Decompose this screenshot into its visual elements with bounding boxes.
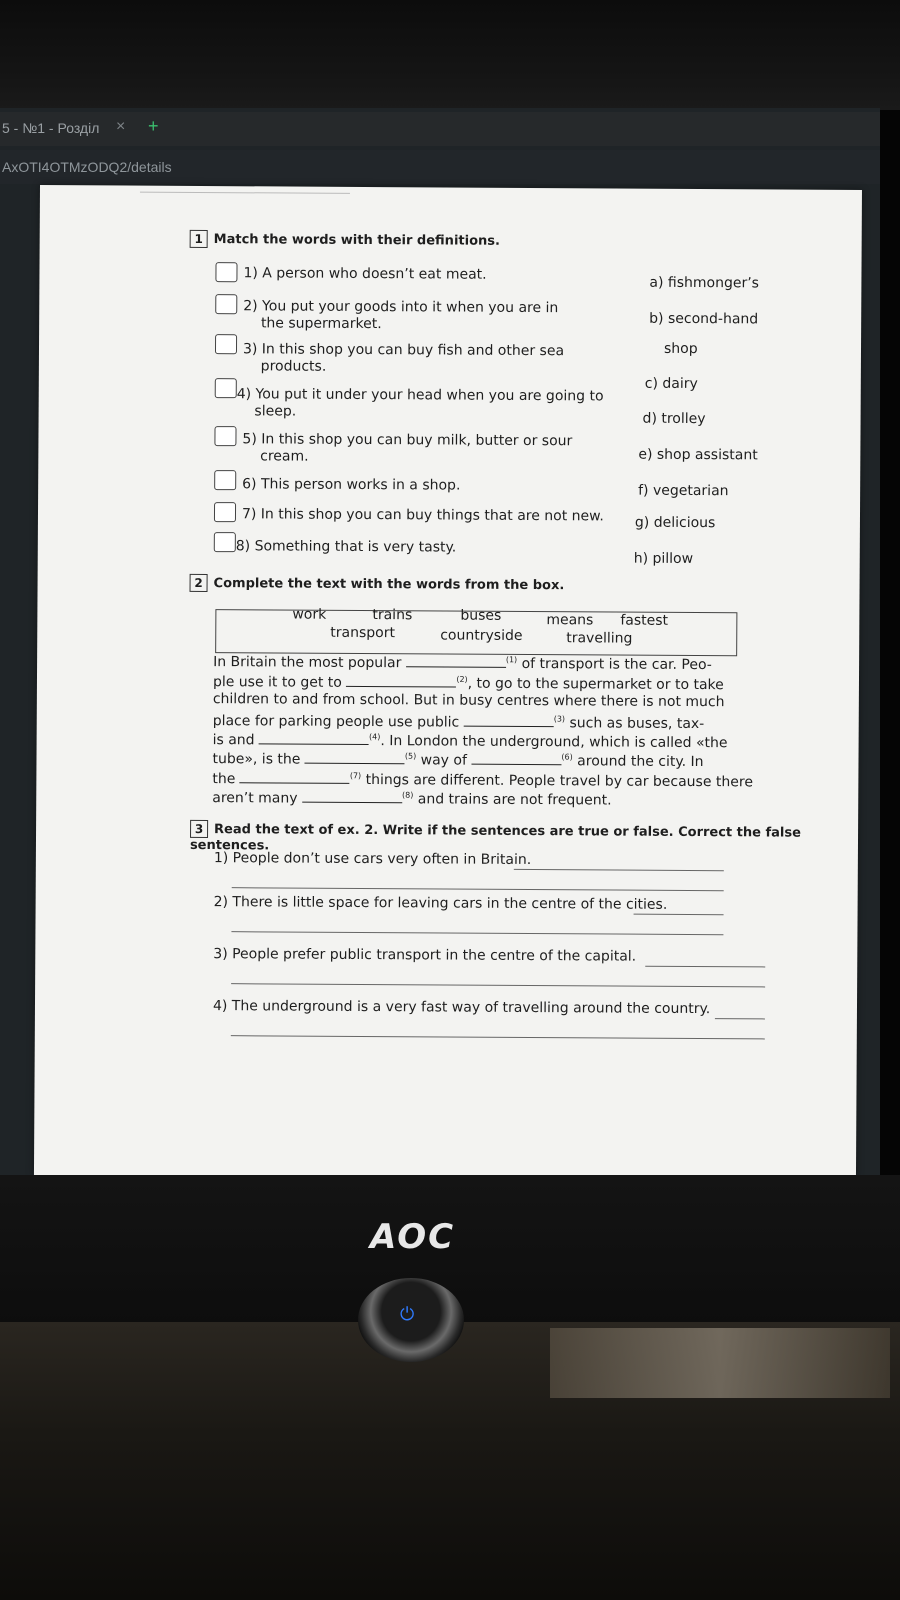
question-1: 1) People don’t use cars very often in Britain. [213, 850, 532, 869]
gap-1[interactable] [406, 653, 506, 668]
gap-4[interactable] [259, 730, 369, 745]
option-e: e) shop assistant [638, 446, 758, 464]
definition-4: 4) You put it under your head when you are going to sleep. [236, 386, 604, 420]
match-checkbox[interactable] [214, 426, 236, 446]
box-word: travelling [566, 630, 633, 647]
option-a: a) fishmonger’s [649, 274, 760, 292]
match-checkbox[interactable] [215, 294, 237, 314]
match-checkbox[interactable] [215, 262, 237, 282]
ex1-number: 1 [190, 230, 208, 248]
answer-line[interactable] [231, 1034, 765, 1039]
answer-line[interactable] [634, 913, 724, 916]
box-word: countryside [440, 627, 523, 644]
option-f: f) vegetarian [638, 482, 729, 500]
definition-6: 6) This person works in a shop. [242, 476, 461, 494]
box-word: fastest [620, 612, 669, 629]
option-d: d) trolley [642, 410, 706, 428]
ex2-title [190, 574, 565, 594]
ex3-number: 3 [190, 820, 208, 838]
question-3: 3) People prefer public transport in the centre of the capital. [213, 946, 637, 965]
desk-object [550, 1328, 890, 1398]
definition-5: 5) In this shop you can buy milk, butter or sour cream. [242, 431, 573, 465]
definition-3: 3) In this shop you can buy fish and other sea products. [242, 341, 565, 375]
box-word: trains [372, 607, 413, 624]
match-checkbox[interactable] [214, 532, 236, 552]
definition-7: 7) In this shop you can buy things that are not new. [241, 506, 604, 525]
text-line-7: the $^{(7)}$ things are different. People travel by car because there [212, 771, 754, 791]
text-line-3: children to and from school. But in busy centres where there is not much [212, 691, 725, 711]
worksheet-page [34, 185, 862, 1180]
option-b-cont: shop [663, 340, 698, 358]
option-h: h) pillow [633, 550, 694, 567]
box-word: buses [460, 607, 502, 624]
match-checkbox[interactable] [215, 334, 237, 354]
answer-line[interactable] [514, 868, 724, 871]
gap-2[interactable] [346, 673, 456, 688]
ex1-title [190, 230, 500, 250]
answer-line[interactable] [231, 982, 765, 987]
browser-tab-bar [0, 112, 880, 146]
header-rule [140, 186, 350, 194]
gap-3[interactable] [464, 713, 554, 728]
option-b: b) second-hand [649, 310, 759, 328]
ex2-title-text: Complete the text with the words from the box. [213, 576, 565, 594]
monitor-brand-logo: AOC [370, 1217, 456, 1257]
question-4: 4) The underground is a very fast way of travelling around the country. [212, 998, 711, 1018]
box-word: transport [330, 624, 396, 642]
word-box [215, 606, 737, 656]
monitor-bezel-top [0, 0, 900, 110]
answer-line[interactable] [715, 1017, 765, 1019]
text-line-2: ple use it to get to $^{(2)}$, to go to the supermarket or to take [212, 674, 724, 694]
gap-6[interactable] [471, 751, 561, 766]
text-line-6: tube», is the $^{(5)}$ way of $^{(6)}$ around the city. In [212, 751, 704, 771]
match-checkbox[interactable] [214, 502, 236, 522]
match-checkbox[interactable] [214, 470, 236, 490]
definition-1: 1) A person who doesn’t eat meat. [243, 265, 487, 283]
definition-8: 8) Something that is very tasty. [235, 538, 457, 556]
ex2-number: 2 [190, 574, 208, 592]
definition-2: 2) You put your goods into it when you are in the supermarket. [243, 298, 559, 333]
answer-line[interactable] [232, 886, 724, 891]
option-g: g) delicious [634, 514, 716, 532]
match-checkbox[interactable] [215, 378, 237, 398]
ex3-title-text: Read the text of ex. 2. Write if the sentences are true or false. Correct the false sentences. [189, 822, 801, 854]
text-line-8: aren’t many $^{(8)}$ and trains are not frequent. [212, 790, 612, 809]
text-line-5: is and $^{(4)}$. In London the underground, which is called «the [212, 732, 728, 752]
gap-7[interactable] [240, 769, 350, 784]
answer-line[interactable] [231, 930, 723, 935]
close-tab-icon[interactable]: × [116, 118, 126, 135]
new-tab-icon[interactable]: + [148, 116, 159, 136]
option-c: c) dairy [644, 375, 698, 393]
box-word: work [292, 606, 327, 623]
ex1-title-text: Match the words with their definitions. [213, 232, 501, 249]
text-line-1: In Britain the most popular $^{(1)}$ of transport is the car. Peo- [213, 654, 712, 674]
question-2: 2) There is little space for leaving cars in the centre of the cities. [213, 894, 668, 913]
gap-5[interactable] [305, 750, 405, 765]
url-text: AxOTI4OTMzODQ2/details [2, 159, 172, 175]
address-bar[interactable] [0, 150, 880, 184]
answer-line[interactable] [645, 965, 765, 968]
gap-8[interactable] [302, 789, 402, 804]
text-line-4: place for parking people use public $^{(3)}$ such as buses, tax- [212, 713, 705, 733]
browser-tab-title[interactable]: 5 - №1 - Розділ [2, 120, 100, 136]
box-word: means [546, 612, 594, 629]
power-icon: ⏻ [400, 1304, 415, 1324]
